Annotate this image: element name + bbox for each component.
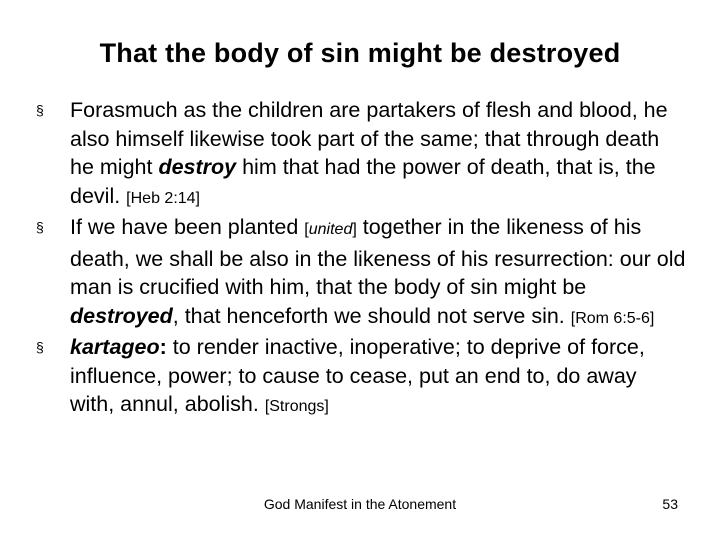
bullet-text: to render inactive, inoperative; to deprive of force, influence, power; to cause to cease, put an end to, do away with, annul, abolish.	[70, 335, 645, 416]
page-number: 53	[662, 496, 678, 512]
bullet-text: him that had the power of death, that is, the devil.	[70, 155, 656, 208]
bracket-word: united	[308, 221, 353, 238]
bullet-text: , that henceforth we should not serve sin.	[172, 303, 571, 328]
bullet-text: If we have been planted	[70, 215, 305, 239]
source-reference: [Strongs]	[264, 398, 329, 415]
bullet-text: Forasmuch as the children are partakers of flesh and blood, he also himself likewise took part of the same; that through death he might	[70, 98, 668, 179]
bullet-item-2	[36, 213, 686, 333]
bracket-close: ]	[352, 221, 357, 238]
emphasis-word: destroyed	[70, 303, 173, 328]
emphasis-word: destroy	[158, 155, 237, 179]
footer-title: God Manifest in the Atonement	[263, 496, 457, 512]
bullet-list	[36, 96, 686, 422]
bullet-marker: §	[36, 339, 44, 355]
scripture-reference: [Heb 2:14]	[126, 189, 200, 207]
bracket-open: [	[304, 221, 309, 238]
bullet-text: together in the likeness of his death, we shall be also in the likeness of his resurrection: our old man is crucified with him, that the body of sin might be	[70, 215, 686, 299]
bullet-marker: §	[36, 102, 44, 118]
slide-title: That the body of sin might be destroyed	[99, 38, 621, 68]
term-colon: :	[159, 335, 167, 359]
bullet-item-3	[36, 333, 686, 422]
greek-term: kartageo	[70, 335, 160, 359]
bullet-item-1	[36, 96, 686, 213]
bullet-marker: §	[36, 219, 44, 235]
scripture-reference: [Rom 6:5-6]	[570, 309, 655, 327]
